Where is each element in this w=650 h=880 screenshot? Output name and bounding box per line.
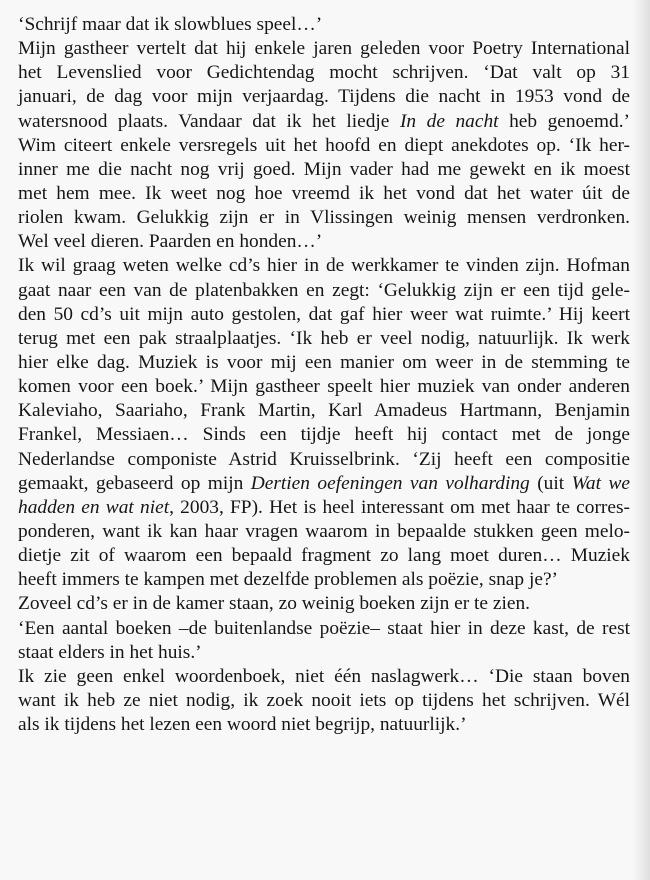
text-segment: want ik heb ze niet nodig, ik zoek nooit iets op tijdens het schrijven. Wél [18,689,630,711]
text-line [18,206,630,230]
text-line [18,423,630,447]
text-line [18,544,630,568]
text-segment: Nederlandse componiste Astrid Kruisselbrink. ‘Zij heeft een compositie [18,448,630,470]
text-segment: riolen kwam. Gelukkig zijn er in Vlissingen weinig mensen verdronken. [18,207,630,229]
text-line [18,37,630,61]
text-line [18,568,630,592]
text-segment: Ik zie geen enkel woordenboek, niet één naslagwerk… ‘Die staan boven [18,665,630,687]
text-line [18,641,630,665]
text-segment: Wim citeert enkele versregels uit het hoofd en diept anekdotes op. ‘Ik her- [18,134,630,156]
text-segment: gemaakt, gebaseerd op mijn [18,472,251,494]
text-line [18,303,630,327]
text-segment: komen voor een boek.’ Mijn gastheer speelt hier muziek van onder anderen [18,376,630,398]
text-segment: januari, de dag voor mijn verjaardag. Tijdens die nacht in 1953 vond de [18,86,630,108]
text-segment: ponderen, want ik kan haar vragen waarom in bepaalde stukken geen melo- [18,520,630,542]
italic-title: hadden en wat niet [18,496,170,518]
text-line [18,472,630,496]
text-line [18,351,630,375]
text-segment: Wel veel dieren. Paarden en honden…’ [18,231,323,253]
text-segment: terug met een pak straalplaatjes. ‘Ik heb er veel nodig, natuurlijk. Ik werk [18,327,630,349]
text-line [18,520,630,544]
text-segment: watersnood plaats. Vandaar dat ik het liedje [18,110,400,132]
body-text [18,13,630,737]
text-line [18,279,630,303]
text-segment: gaat naar een van de platenbakken en zegt: ‘Gelukkig zijn er een tijd gele- [18,279,630,301]
text-line [18,110,630,134]
text-line [18,230,630,254]
text-line [18,85,630,109]
text-line [18,496,630,520]
text-segment: Kaleviaho, Saariaho, Frank Martin, Karl Amadeus Hartmann, Benjamin [18,400,630,422]
text-line [18,327,630,351]
text-line [18,448,630,472]
text-segment: Ik wil graag weten welke cd’s hier in de werkkamer te vinden zijn. Hofman [18,255,630,277]
text-segment: inner me die nacht nog vrij goed. Mijn vader had me gewekt en ik moest [18,158,630,180]
text-segment: met hem mee. Ik weet nog hoe vreemd ik het vond dat het water úit de [18,182,630,204]
text-segment: heb genoemd.’ [498,110,630,132]
text-line [18,399,630,423]
text-segment: ‘Een aantal boeken –de buitenlandse poëzie– staat hier in deze kast, de rest [18,617,630,639]
italic-title: In de nacht [399,110,499,132]
italic-title: Wat we [571,472,630,494]
text-line [18,689,630,713]
text-line [18,182,630,206]
text-segment: (uit [529,472,572,494]
text-segment: den 50 cd’s uit mijn auto gestolen, dat gaf hier weer wat ruimte.’ Hij keert [18,303,630,325]
text-line [18,617,630,641]
text-segment: als ik tijdens het lezen een woord niet begrijp, natuurlijk.’ [18,714,467,736]
text-segment: , 2003, FP). Het is heel interessant om met haar te corres- [169,496,630,518]
text-line [18,592,630,616]
text-segment: staat elders in het huis.’ [18,641,202,663]
text-line [18,158,630,182]
text-segment: dietje zit of waarom een bepaald fragment zo lang moet duren… Muziek [18,545,630,567]
text-line [18,665,630,689]
text-line [18,134,630,158]
text-segment: hier elke dag. Muziek is voor mij een manier om weer in de stemming te [18,351,630,373]
text-line [18,375,630,399]
page-edge-shadow [632,0,650,880]
text-line [18,254,630,278]
italic-title: Dertien oefeningen van volharding [250,472,530,494]
text-segment: het Levenslied voor Gedichtendag mocht schrijven. ‘Dat valt op 31 [18,62,630,84]
text-segment: Frankel, Messiaen… Sinds een tijdje heeft hij contact met de jonge [18,424,630,446]
text-line [18,61,630,85]
text-line [18,13,630,37]
text-segment: Mijn gastheer vertelt dat hij enkele jaren geleden voor Poetry International [18,38,630,60]
text-segment: Zoveel cd’s er in de kamer staan, zo weinig boeken zijn er te zien. [18,593,531,615]
text-segment: heeft immers te kampen met dezelfde problemen als poëzie, snap je?’ [18,569,559,591]
text-segment: ‘Schrijf maar dat ik slowblues speel…’ [18,14,323,35]
text-line [18,713,630,737]
